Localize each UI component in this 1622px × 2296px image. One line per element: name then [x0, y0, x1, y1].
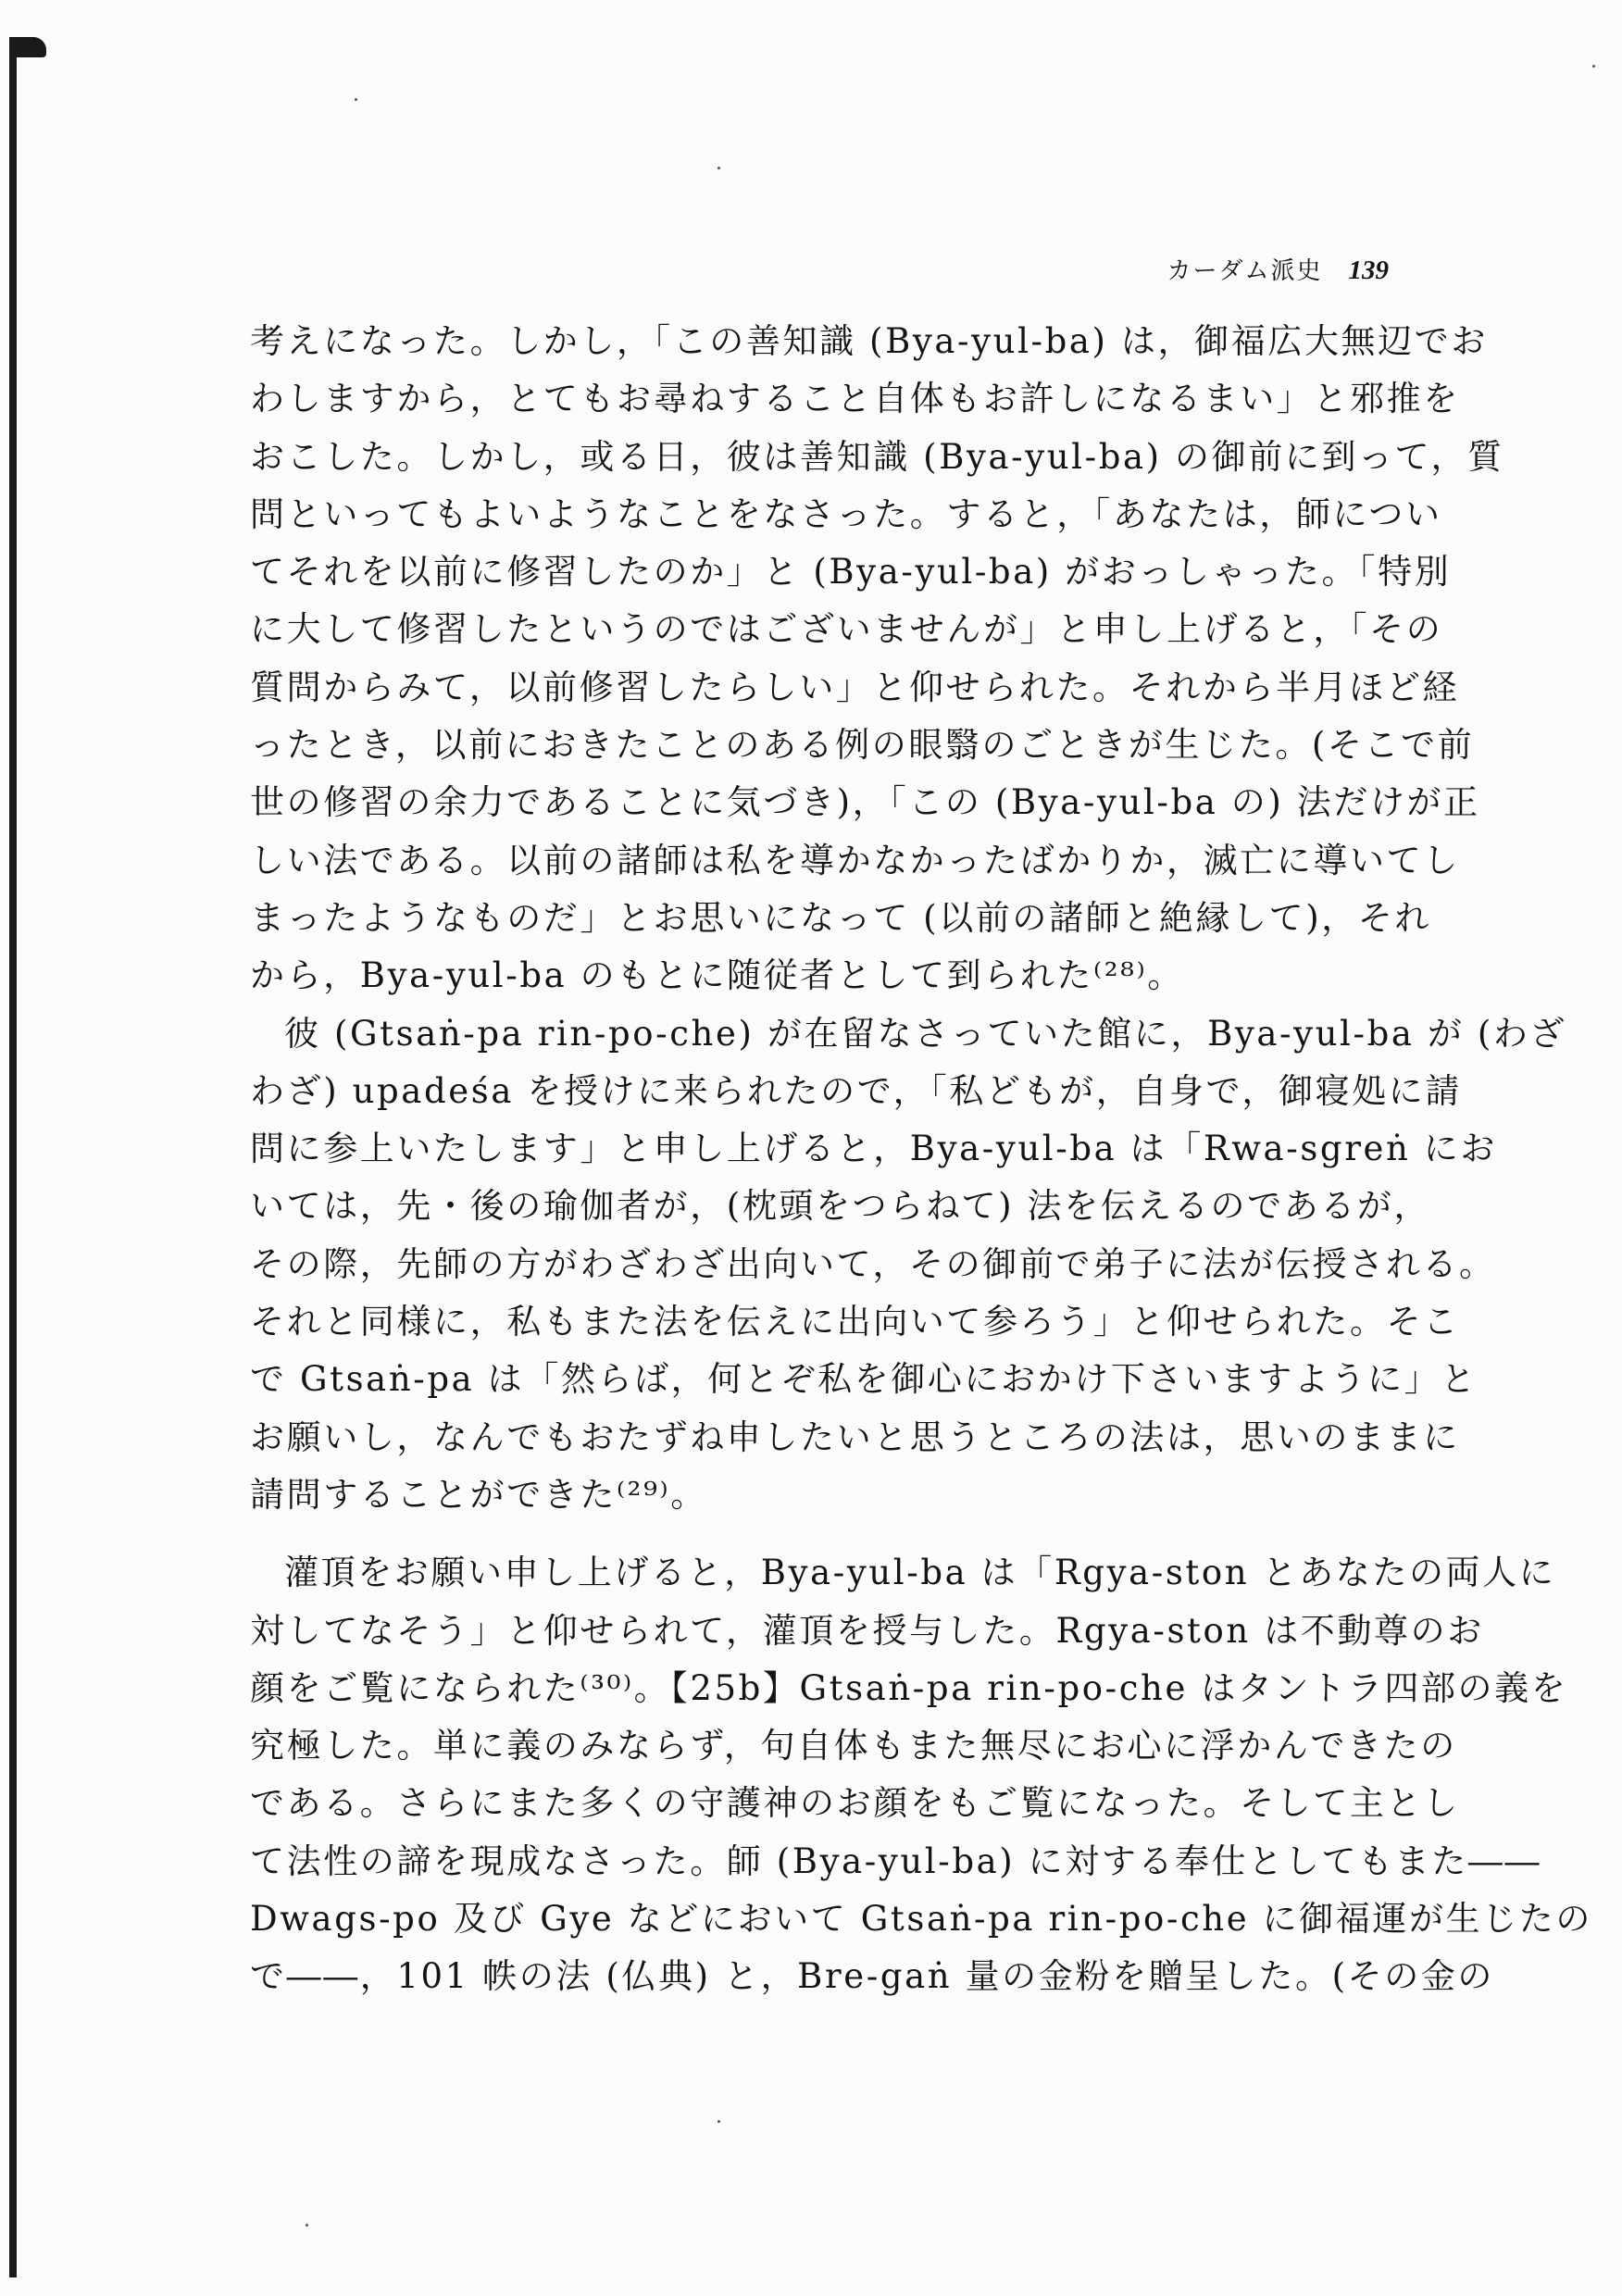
- scan-speck: [355, 98, 357, 101]
- text-line: しい法である。以前の諸師は私を導かなかったばかりか，滅亡に導いてし: [250, 840, 1460, 880]
- text-line: てそれを以前に修習したのか」と (Bya-yul-ba) がおっしゃった。「特別: [250, 552, 1452, 593]
- scan-speck: [717, 167, 720, 169]
- text-line: わしますから，とてもお尋ねすること自体もお許しになるまい」と邪推を: [250, 379, 1460, 419]
- text-line: て法性の諦を現成なさった。師 (Bya-yul-ba) に対する奉仕としてもまた――: [250, 1841, 1542, 1881]
- text-line: その際，先師の方がわざわざ出向いて，その御前で弟子に法が伝授される。: [250, 1243, 1496, 1284]
- text-line: で Gtsaṅ-pa は「然らば，何とぞ私を御心におかけ下さいますように」と: [250, 1359, 1478, 1400]
- paragraph-3: [250, 1544, 1592, 2005]
- text-line: 灌頂をお願い申し上げると，Bya-yul-ba は「Rgya-ston とあなたの両人に: [284, 1553, 1556, 1593]
- text-line: おこした。しかし，或る日，彼は善知識 (Bya-yul-ba) の御前に到って，質: [250, 436, 1504, 477]
- text-line: 考えになった。しかし，「この善知識 (Bya-yul-ba) は，御福広大無辺でお: [250, 321, 1488, 361]
- text-line: ったとき，以前におきたことのある例の眼翳のごときが生じた。(そこで前: [250, 725, 1475, 766]
- page-number: 139: [1348, 256, 1389, 285]
- text-line: 問といってもよいようなことをなさった。すると，「あなたは，師につい: [250, 493, 1442, 534]
- body-text: [250, 313, 1592, 2006]
- text-line: 彼 (Gtsaṅ-pa rin-po-che) が在留なさっていた館に，Bya-yul-ba が (わざ: [284, 1013, 1567, 1054]
- text-line: 質問からみて，以前修習したらしい」と仰せられた。それから半月ほど経: [250, 667, 1460, 707]
- text-line: 究極した。単に義のみならず，句自体もまた無尽にお心に浮かんできたの: [250, 1726, 1457, 1766]
- scan-speck: [306, 2224, 308, 2227]
- scan-speck: [1592, 65, 1595, 68]
- text-line: Dwags-po 及び Gye などにおいて Gtsaṅ-pa rin-po-che に御福運が生じたの: [250, 1899, 1592, 1940]
- paragraph-2: [250, 1005, 1567, 1525]
- text-line: 問に参上いたします」と申し上げると，Bya-yul-ba は「Rwa-sgreṅ にお: [250, 1129, 1497, 1169]
- text-line: から，Bya-yul-ba のもとに随従者として到られた⁽²⁸⁾。: [250, 955, 1184, 996]
- running-head: [1037, 252, 1389, 289]
- text-line: 請問することができた⁽²⁹⁾。: [250, 1474, 707, 1515]
- text-line: で――，101 帙の法 (仏典) と，Bre-gaṅ 量の金粉を贈呈した。(その金の: [250, 1956, 1495, 1997]
- text-line: いては，先・後の瑜伽者が，(枕頭をつらねて) 法を伝えるのであるが，: [250, 1186, 1431, 1227]
- text-line: である。さらにまた多くの守護神のお顔をもご覧になった。そして主とし: [250, 1783, 1460, 1824]
- text-line: わざ) upadeśa を授けに来られたので，「私どもが，自身で，御寝処に請: [250, 1070, 1462, 1111]
- scan-speck: [717, 2120, 720, 2123]
- text-line: お願いし，なんでもおたずね申したいと思うところの法は，思いのままに: [250, 1416, 1460, 1457]
- text-line: 世の修習の余力であることに気づき)，「この (Bya-yul-ba の) 法だけが正: [250, 782, 1480, 823]
- paragraph-1: [250, 313, 1504, 1005]
- running-title: カーダム派史: [1167, 257, 1323, 285]
- text-line: 対してなそう」と仰せられて，灌頂を授与した。Rgya-ston は不動尊のお: [250, 1610, 1484, 1651]
- text-line: に大して修習したというのではございませんが」と申し上げると，「その: [250, 609, 1443, 650]
- text-line: まったようなものだ」とお思いになって (以前の諸師と絶縁して)，それ: [250, 897, 1432, 938]
- scan-binding-edge: [9, 37, 22, 2277]
- text-line: それと同様に，私もまた法を伝えに出向いて参ろう」と仰せられた。そこ: [250, 1302, 1460, 1342]
- text-line: 顔をご覧になられた⁽³⁰⁾。【25b】Gtsaṅ-pa rin-po-che はタントラ四部の義を: [250, 1667, 1568, 1708]
